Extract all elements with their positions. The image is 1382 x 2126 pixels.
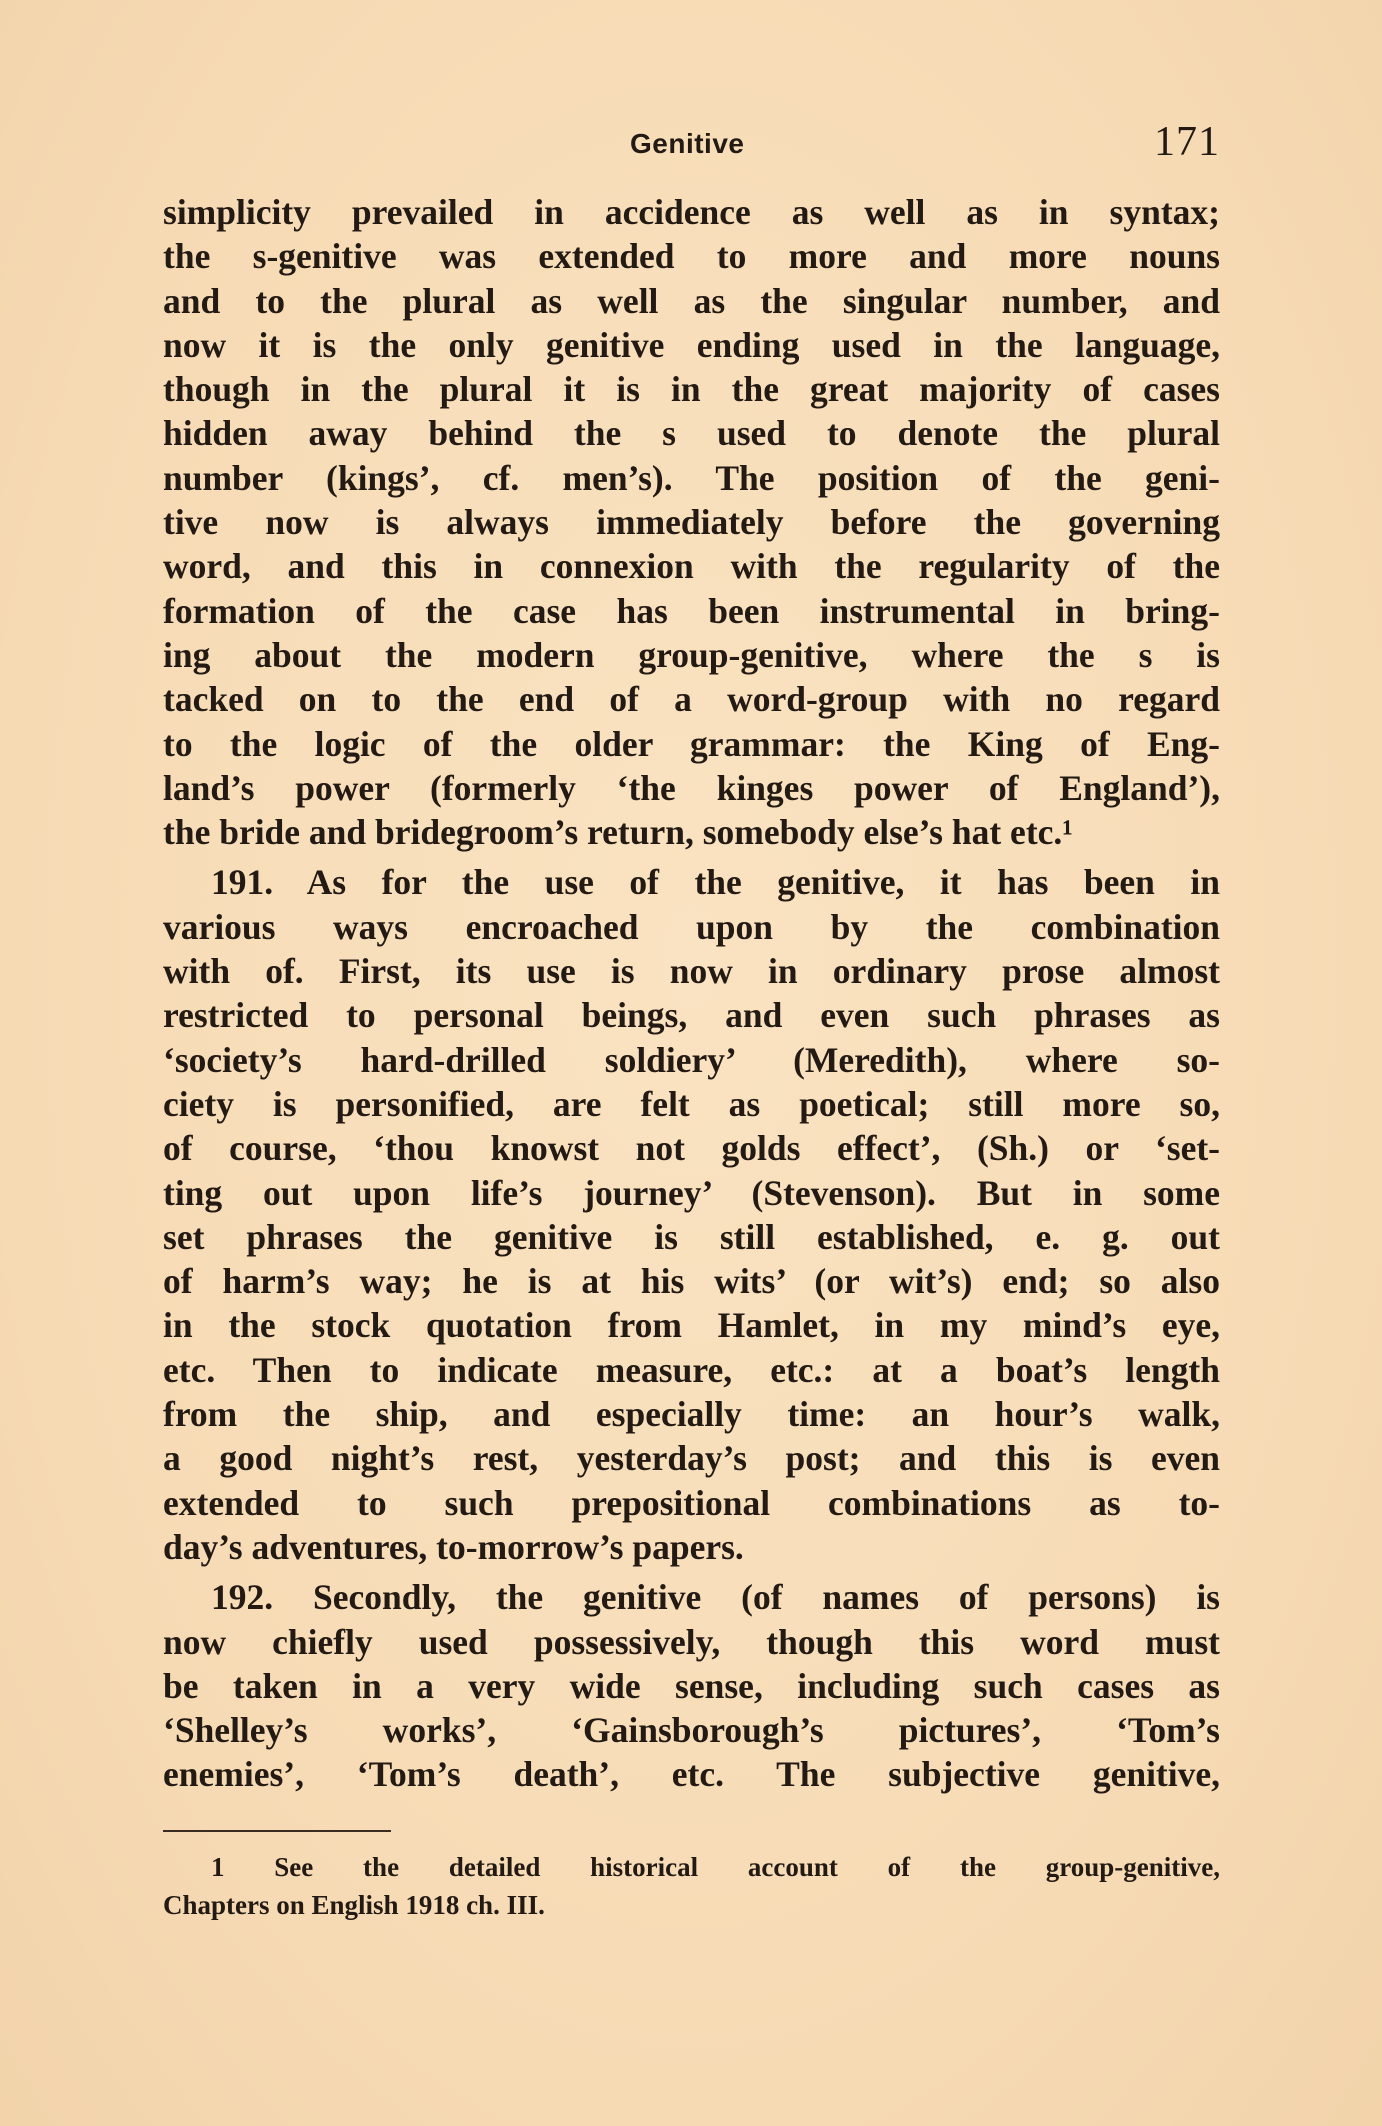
text-line: of harm’s way; he is at his wits’ (or wit’s) end; so also: [163, 1261, 1220, 1302]
text-line: the bride and bridegroom’s return, somebody else’s hat etc.¹: [163, 812, 1073, 853]
text-line: 191. As for the use of the genitive, it has been in: [211, 862, 1220, 903]
text-line: ing about the modern group-genitive, where the s is: [163, 634, 1220, 675]
text-line: number (kings’, cf. men’s). The position of the geni-: [163, 457, 1220, 498]
text-line: to the logic of the older grammar: the King of Eng-: [163, 723, 1220, 764]
text-line: tive now is always immediately before the governing: [163, 502, 1220, 543]
text-line: ‘Shelley’s works’, ‘Gainsborough’s pictures’, ‘Tom’s: [163, 1710, 1220, 1751]
footnote-line: 1 See the detailed historical account of the group-genitive,: [211, 1852, 1220, 1882]
text-line: extended to such prepositional combinations as to-: [163, 1482, 1220, 1523]
text-line: in the stock quotation from Hamlet, in my mind’s eye,: [163, 1305, 1220, 1346]
text-line: now it is the only genitive ending used in the language,: [163, 324, 1220, 365]
footnote-line: Chapters on English 1918 ch. III.: [163, 1890, 545, 1920]
text-line: formation of the case has been instrumental in bring-: [163, 590, 1220, 631]
text-line: restricted to personal beings, and even such phrases as: [163, 995, 1220, 1036]
text-line: 192. Secondly, the genitive (of names of persons) is: [211, 1577, 1220, 1618]
text-line: day’s adventures, to-morrow’s papers.: [163, 1526, 744, 1567]
footnote: [163, 1848, 1220, 1924]
text-line: set phrases the genitive is still established, e. g. out: [163, 1216, 1220, 1257]
text-line: enemies’, ‘Tom’s death’, etc. The subjective genitive,: [163, 1754, 1220, 1795]
text-line: of course, ‘thou knowst not golds effect’, (Sh.) or ‘set-: [163, 1128, 1220, 1169]
text-line: with of. First, its use is now in ordinary prose almost: [163, 951, 1220, 992]
page-header: [0, 118, 1382, 178]
text-line: various ways encroached upon by the combination: [163, 906, 1220, 947]
page-number: 171: [1154, 119, 1220, 165]
text-line: hidden away behind the s used to denote the plural: [163, 413, 1220, 454]
text-line: now chiefly used possessively, though this word must: [163, 1621, 1220, 1662]
text-line: a good night’s rest, yesterday’s post; and this is even: [163, 1438, 1220, 1479]
text-line: the s-genitive was extended to more and more nouns: [163, 236, 1220, 277]
footnote-rule: [163, 1830, 391, 1832]
text-line: land’s power (formerly ‘the kinges power of England’),: [163, 767, 1220, 808]
text-line: etc. Then to indicate measure, etc.: at a boat’s length: [163, 1349, 1220, 1390]
text-line: from the ship, and especially time: an hour’s walk,: [163, 1394, 1220, 1435]
text-line: ting out upon life’s journey’ (Stevenson). But in some: [163, 1172, 1220, 1213]
text-line: simplicity prevailed in accidence as well as in syntax;: [163, 192, 1220, 232]
text-line: ciety is personified, are felt as poetical; still more so,: [163, 1083, 1220, 1124]
body-text: [163, 190, 1220, 1797]
text-line: word, and this in connexion with the regularity of the: [163, 546, 1220, 587]
text-line: tacked on to the end of a word-group with no regard: [163, 679, 1220, 720]
text-line: be taken in a very wide sense, including such cases as: [163, 1665, 1220, 1706]
text-line: ‘society’s hard-drilled soldiery’ (Meredith), where so-: [163, 1039, 1220, 1080]
running-title: Genitive: [630, 128, 745, 159]
text-line: though in the plural it is in the great majority of cases: [163, 369, 1220, 410]
text-line: and to the plural as well as the singular number, and: [163, 280, 1220, 321]
